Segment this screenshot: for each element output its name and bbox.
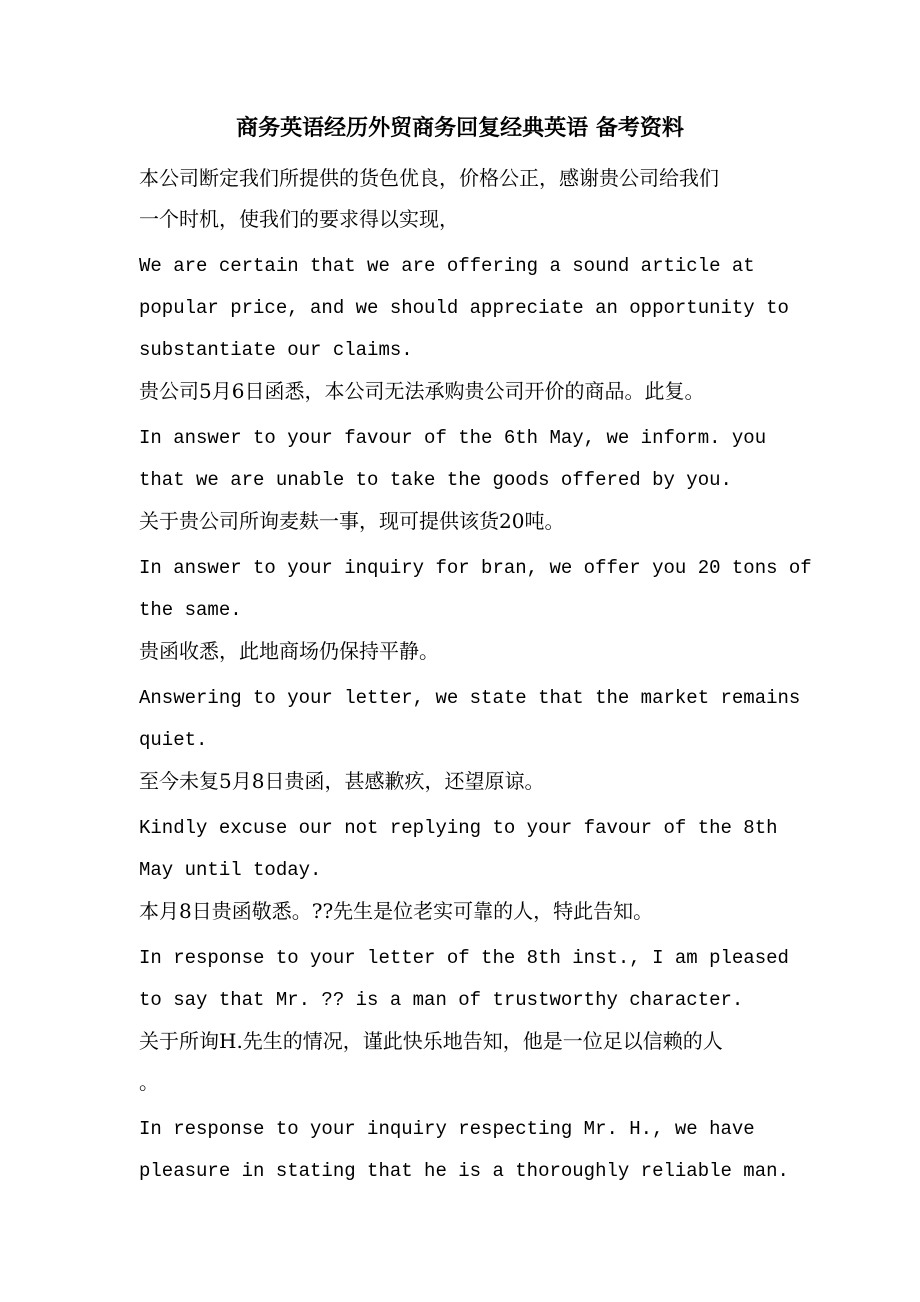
- english-line: to say that Mr. ?? is a man of trustworthy character.: [139, 989, 744, 1011]
- english-line: pleasure in stating that he is a thoroughly reliable man.: [139, 1160, 789, 1182]
- english-line: We are certain that we are offering a sound article at: [139, 255, 755, 277]
- english-line: Kindly excuse our not replying to your favour of the 8th: [139, 817, 778, 839]
- english-line: the same.: [139, 599, 242, 621]
- entry-2: [139, 371, 789, 501]
- chinese-line: 至今未复5月8日贵函，甚感歉疚，还望原谅。: [139, 769, 545, 793]
- english-line: In answer to your favour of the 6th May, we inform. you: [139, 427, 767, 449]
- english-line: In response to your inquiry respecting Mr. H., we have: [139, 1118, 755, 1140]
- english-line: In answer to your inquiry for bran, we offer you 20 tons of: [139, 557, 812, 579]
- chinese-line: 贵公司5月6日函悉，本公司无法承购贵公司开价的商品。此复。: [139, 379, 705, 403]
- entry-7: [139, 1021, 789, 1192]
- english-line: In response to your letter of the 8th inst., I am pleased: [139, 947, 789, 969]
- chinese-line: 。: [139, 1070, 159, 1094]
- entry-1: [139, 158, 789, 371]
- chinese-line: 本月8日贵函敬悉。??先生是位老实可靠的人，特此告知。: [139, 899, 654, 923]
- entry-3: [139, 501, 812, 631]
- english-line: May until today.: [139, 859, 322, 881]
- english-line: Answering to your letter, we state that the market remains: [139, 687, 801, 709]
- entry-4: [139, 631, 801, 761]
- entry-6: [139, 891, 789, 1021]
- chinese-line: 本公司断定我们所提供的货色优良，价格公正，感谢贵公司给我们: [139, 166, 719, 190]
- document-body: [139, 158, 812, 1192]
- chinese-line: 贵函收悉，此地商场仍保持平静。: [139, 639, 439, 663]
- chinese-line: 一个时机，使我们的要求得以实现，: [139, 207, 459, 231]
- english-line: that we are unable to take the goods offered by you.: [139, 469, 732, 491]
- english-line: quiet.: [139, 729, 208, 751]
- chinese-line: 关于所询H.先生的情况，谨此快乐地告知，他是一位足以信赖的人: [139, 1029, 723, 1053]
- document-title: 商务英语经历外贸商务回复经典英语 备考资料: [236, 115, 684, 141]
- english-line: substantiate our claims.: [139, 339, 413, 361]
- chinese-line: 关于贵公司所询麦麸一事，现可提供该货20吨。: [139, 509, 565, 533]
- english-line: popular price, and we should appreciate an opportunity to: [139, 297, 789, 319]
- entry-5: [139, 761, 789, 891]
